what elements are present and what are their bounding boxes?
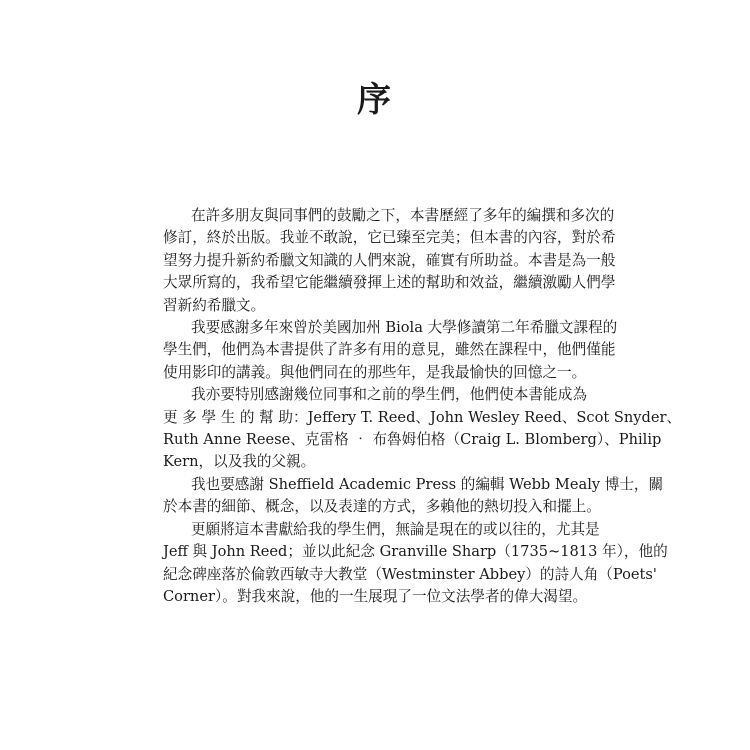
paragraph-1 [163, 205, 616, 317]
page-title: 序 [357, 80, 393, 120]
text-line: 紀念碑座落於倫敦西敏寺大教堂（Westminster Abbey）的詩人角（Poets' [163, 565, 657, 583]
text-line: 我也要感謝 Sheffield Academic Press 的編輯 Webb Mealy 博士，關 [191, 475, 664, 493]
text-line: 更 多 學 生 的 幫 助：Jeffery T. Reed、John Wesley Reed、Scot Snyder、 [163, 408, 682, 426]
paragraph-4 [163, 474, 664, 519]
text-line: Corner）。對我來說，他的一生展現了一位文法學者的偉大渴望。 [163, 587, 588, 605]
text-line: 習新約希臘文。 [163, 296, 266, 314]
text-line: 我要感謝多年來曾於美國加州 Biola 大學修讀第二年希臘文課程的 [191, 319, 618, 337]
paragraph-5 [163, 519, 668, 609]
paragraph-3 [163, 384, 682, 474]
text-line: 我亦要特別感謝幾位同事和之前的學生們，他們使本書能成為 [191, 386, 587, 404]
text-line: Kern，以及我的父親。 [163, 453, 316, 471]
text-line: 修訂，終於出版。我並不敢說，它已臻至完美；但本書的內容，對於希 [163, 229, 616, 247]
paragraph-2 [163, 317, 618, 384]
text-line: Ruth Anne Reese、克雷格 ‧ 布魯姆伯格（Craig L. Blomberg）、Philip [163, 431, 662, 449]
text-line: 於本書的細節、概念，以及表達的方式，多賴他的熱切投入和擺上。 [163, 498, 601, 516]
preface-body [163, 205, 682, 608]
text-line: 學生們，他們為本書提供了許多有用的意見，雖然在課程中，他們僅能 [163, 341, 616, 359]
text-line: 望努力提升新約希臘文知識的人們來說，確實有所助益。本書是為一般 [163, 251, 616, 269]
text-line: 更願將這本書獻給我的學生們，無論是現在的或以往的，尤其是 [191, 520, 600, 538]
text-line: 在許多朋友與同事們的鼓勵之下，本書歷經了多年的編撰和多次的 [191, 207, 615, 224]
text-line: Jeff 與 John Reed；並以此紀念 Granville Sharp（1735~1813 年），他的 [163, 543, 668, 561]
text-line: 大眾所寫的，我希望它能繼續發揮上述的幫助和效益，繼續激勵人們學 [163, 274, 616, 292]
text-line: 使用影印的講義。與他們同在的那些年，是我最愉快的回憶之一。 [163, 363, 587, 381]
